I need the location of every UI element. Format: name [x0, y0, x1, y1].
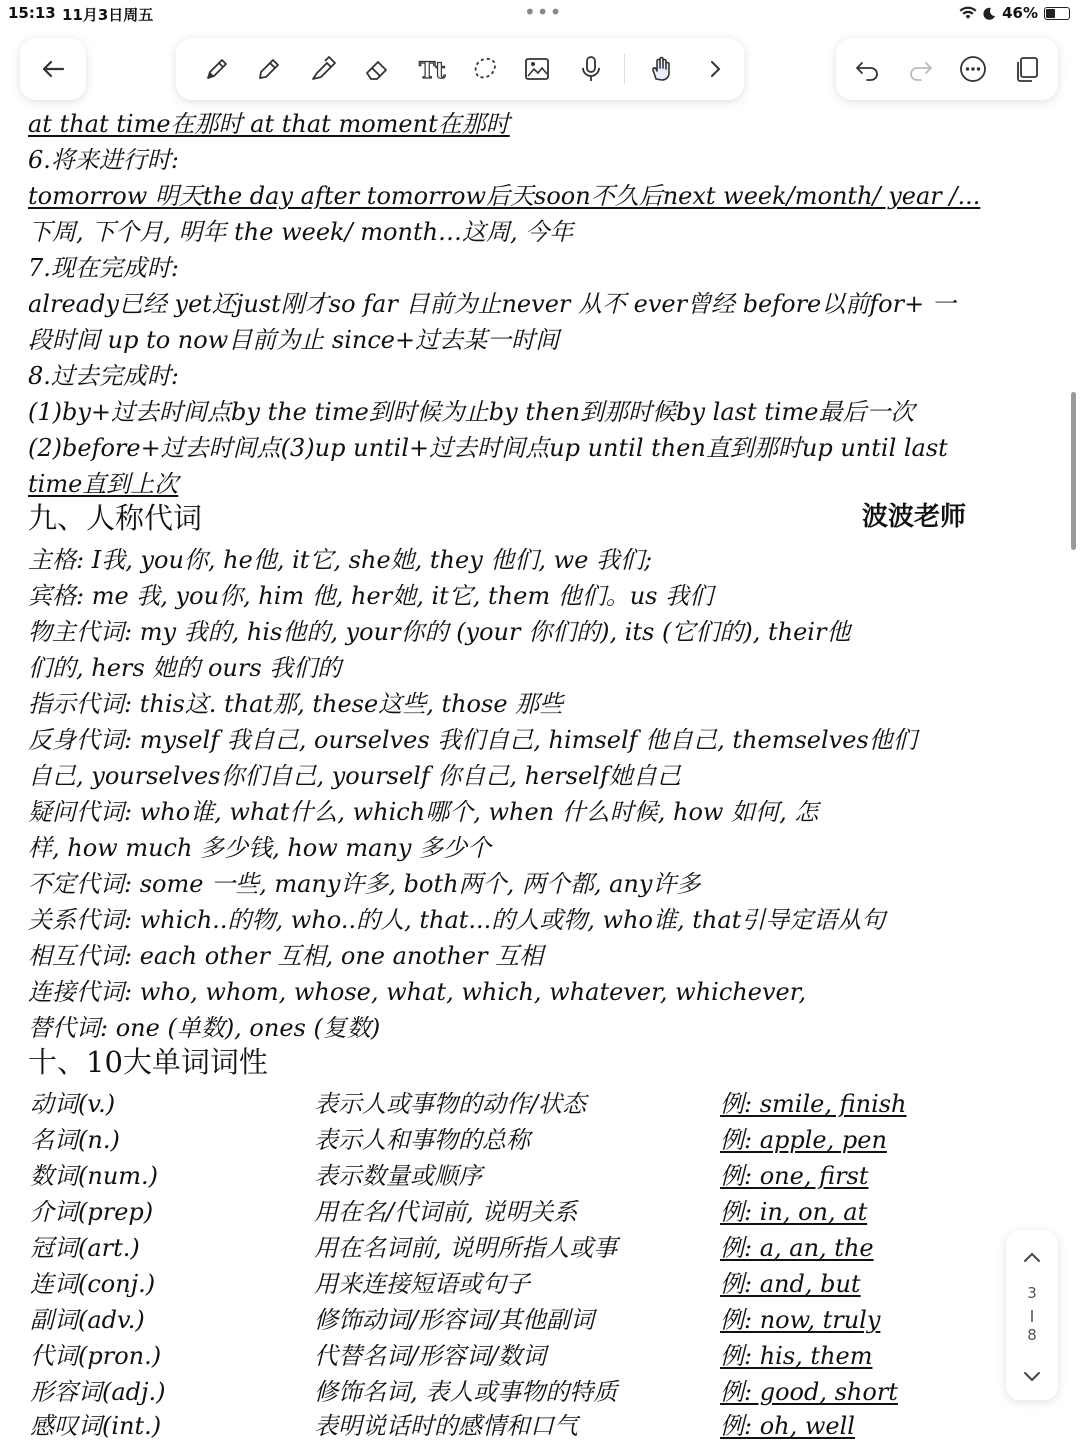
pos-example: 例: smile, finish	[720, 1090, 907, 1118]
pos-name: 感叹词(int.)	[30, 1412, 162, 1440]
text-tool-icon[interactable]	[412, 50, 450, 88]
pos-example: 例: in, on, at	[720, 1198, 868, 1226]
note-line: time直到上次	[28, 470, 179, 498]
status-indicators	[959, 4, 1070, 22]
note-line: 物主代词: my 我的, his他的, your你的 (your 你们的), its (它们的), their他	[28, 618, 851, 646]
note-line: 下周, 下个月, 明年 the week/ month…这周, 今年	[28, 218, 574, 246]
microphone-icon[interactable]	[572, 50, 610, 88]
pos-name: 连词(conj.)	[30, 1270, 156, 1298]
note-line: 不定代词: some 一些, many许多, both两个, 两个都, any许多	[28, 870, 701, 898]
chevron-right-icon[interactable]	[696, 50, 734, 88]
pos-example: 例: now, truly	[720, 1306, 881, 1334]
note-line: 7.现在完成时:	[28, 254, 179, 282]
svg-text:Tt: Tt	[419, 58, 446, 84]
moon-icon	[983, 7, 996, 20]
notes-canvas[interactable]	[0, 100, 1080, 1440]
status-bar	[0, 0, 1080, 28]
pos-name: 动词(v.)	[30, 1090, 116, 1118]
pos-desc: 表示人和事物的总称	[314, 1126, 530, 1154]
note-line: 8.过去完成时:	[28, 362, 179, 390]
section-heading: 十、10大单词词性	[28, 1045, 268, 1079]
note-line: 宾格: me 我, you你, him 他, her她, it它, them 他们。us 我们	[28, 582, 714, 610]
note-line: tomorrow 明天the day after tomorrow后天soon不久后next week/month/ year /...	[28, 182, 981, 210]
note-line: 指示代词: this这. that那, these这些, those 那些	[28, 690, 564, 718]
drawing-toolbar	[176, 38, 744, 100]
back-arrow-icon[interactable]	[34, 50, 72, 88]
status-date: 11月3日周五	[62, 6, 154, 24]
pos-example: 例: one, first	[720, 1162, 869, 1190]
pos-name: 数词(num.)	[30, 1162, 159, 1190]
toolbar-divider	[624, 54, 625, 84]
vertical-scrollbar[interactable]	[1071, 392, 1076, 550]
wifi-icon	[959, 6, 977, 20]
pos-desc: 表示数量或顺序	[314, 1162, 482, 1190]
pos-name: 副词(adv.)	[30, 1306, 145, 1334]
chevron-down-icon[interactable]	[1020, 1364, 1044, 1388]
image-icon[interactable]	[518, 50, 556, 88]
pos-desc: 用在名词前, 说明所指人或事	[314, 1234, 618, 1262]
pos-desc: 修饰名词, 表人或事物的特质	[314, 1378, 618, 1406]
section-heading: 九、人称代词	[28, 501, 203, 535]
highlighter-icon[interactable]	[304, 50, 342, 88]
pos-example: 例: and, but	[720, 1270, 861, 1298]
battery-icon	[1044, 7, 1070, 20]
eraser-icon[interactable]	[358, 50, 396, 88]
back-pill	[20, 38, 86, 100]
pos-name: 代词(pron.)	[30, 1342, 162, 1370]
total-pages: 8	[1027, 1326, 1037, 1344]
pos-desc: 用来连接短语或句子	[314, 1270, 530, 1298]
chevron-up-icon[interactable]	[1020, 1246, 1044, 1270]
pos-example: 例: apple, pen	[720, 1126, 887, 1154]
note-line: 连接代词: who, whom, whose, what, which, whatever, whichever,	[28, 978, 807, 1006]
pencil-icon[interactable]	[250, 50, 288, 88]
pos-example: 例: oh, well	[720, 1412, 855, 1440]
note-line: 样, how much 多少钱, how many 多少个	[28, 834, 492, 862]
current-page: 3	[1027, 1284, 1037, 1302]
more-options-icon[interactable]	[954, 50, 992, 88]
redo-icon[interactable]	[902, 50, 940, 88]
teacher-label: 波波老师	[862, 502, 967, 532]
pos-desc: 用在名/代词前, 说明关系	[314, 1198, 578, 1226]
note-line: 段时间 up to now目前为止 since+过去某一时间	[28, 326, 560, 354]
note-line: 们的, hers 她的 ours 我们的	[28, 654, 342, 682]
pos-desc: 代替名词/形容词/数词	[314, 1342, 547, 1370]
undo-icon[interactable]	[848, 50, 886, 88]
note-line: (2)before+过去时间点(3)up until+过去时间点up until then直到那时up until last	[28, 434, 948, 462]
note-line: 替代词: one (单数), ones (复数)	[28, 1014, 381, 1042]
pos-desc: 表明说话时的感情和口气	[314, 1412, 578, 1440]
note-line: (1)by+过去时间点by the time到时候为止by then到那时候by last time最后一次	[28, 398, 915, 426]
note-line: already已经 yet还just刚才so far 目前为止never 从不 ever曾经 before以前for+ 一	[28, 290, 956, 318]
lasso-icon[interactable]	[466, 50, 504, 88]
note-line: 6.将来进行时:	[28, 146, 179, 174]
page-navigator	[1006, 1230, 1058, 1400]
pen-icon[interactable]	[198, 50, 236, 88]
pos-name: 名词(n.)	[30, 1126, 120, 1154]
pos-name: 介词(prep)	[30, 1198, 154, 1226]
actions-toolbar	[836, 38, 1058, 100]
pos-name: 形容词(adj.)	[30, 1378, 166, 1406]
status-time: 15:13	[8, 4, 56, 22]
pos-example: 例: a, an, the	[720, 1234, 874, 1262]
multitasking-dots-icon[interactable]: •••	[524, 0, 563, 24]
pos-name: 冠词(art.)	[30, 1234, 140, 1262]
note-line: 关系代词: which..的物, who..的人, that...的人或物, who谁, that引导定语从句	[28, 906, 886, 934]
note-line: 相互代词: each other 互相, one another 互相	[28, 942, 544, 970]
note-line: at that time在那时 at that moment在那时	[28, 110, 510, 138]
battery-percent: 46%	[1002, 4, 1038, 22]
note-line: 自己, yourselves你们自己, yourself 你自己, herself她自己	[28, 762, 681, 790]
pos-desc: 修饰动词/形容词/其他副词	[314, 1306, 595, 1334]
pos-desc: 表示人或事物的动作/状态	[314, 1090, 587, 1118]
hand-touch-icon[interactable]	[642, 50, 680, 88]
note-line: 主格: I我, you你, he他, it它, she她, they 他们, we 我们;	[28, 546, 653, 574]
pages-icon[interactable]	[1008, 50, 1046, 88]
page-separator	[1031, 1310, 1033, 1322]
note-line: 反身代词: myself 我自己, ourselves 我们自己, himself 他自己, themselves他们	[28, 726, 917, 754]
note-line: 疑问代词: who谁, what什么, which哪个, when 什么时候, how 如何, 怎	[28, 798, 819, 826]
pos-example: 例: good, short	[720, 1378, 898, 1406]
pos-example: 例: his, them	[720, 1342, 873, 1370]
